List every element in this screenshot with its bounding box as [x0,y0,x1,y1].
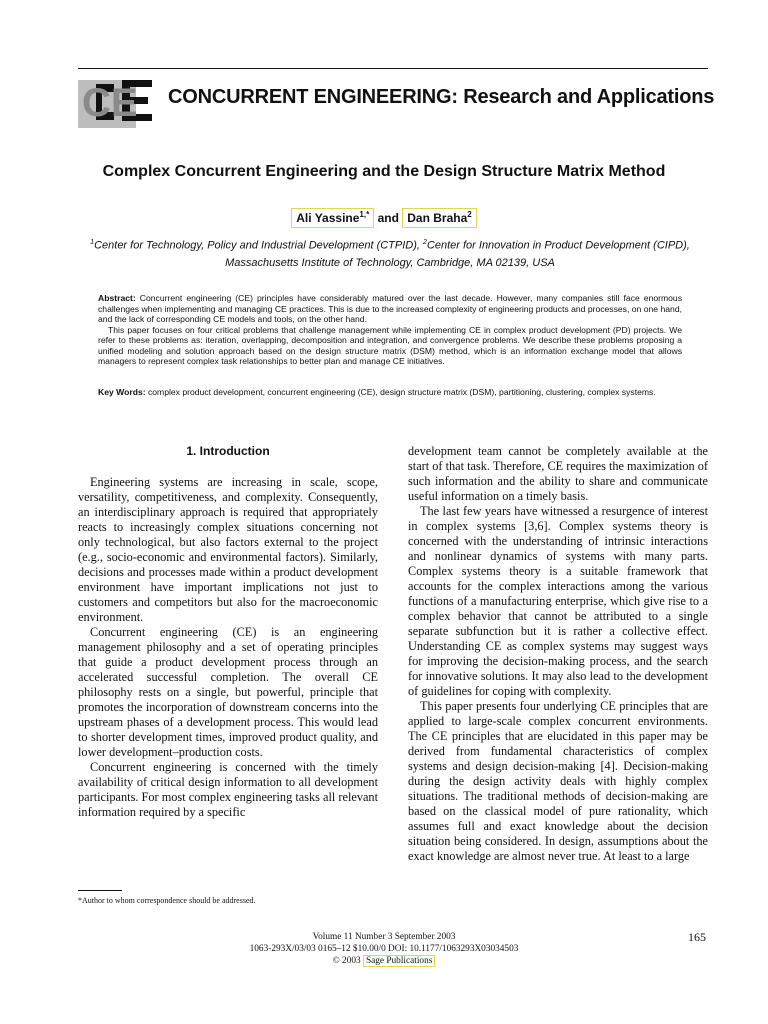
author-joiner: and [377,211,399,225]
abstract-paragraph-1 [98,293,682,325]
body-column-right [408,444,708,864]
footer-doi: 1063-293X/03/03 0165–12 $10.00/0 DOI: 10.1177/1063293X03034503 [249,944,519,954]
footnote-rule [78,890,122,891]
abstract-paragraph-2: This paper focuses on four critical problems that challenge management while implementing CE in complex product development (PD) projects. We refer to these problems as: iteration, overlapping, decomposition and integration, and convergence problems. We describe these problems proposing a unified modeling and solution approach based on the design structure matrix (DSM) method, which is an information exchange model that allows managers to represent complex task relationships to better plan and manage CE initiatives. [98,324,682,366]
publisher-link[interactable]: Sage Publications [363,955,435,967]
body-paragraph: The last few years have witnessed a resurgence of interest in complex systems [3,6]. Complex systems theory is concerned with the understanding of intrinsic interactions and nonlinear dynamics of systems with many parts. Complex systems theory is a suitable framework that accounts for the complex interactions among the various functions of a manufacturing enterprise, which give rise to a complex behavior that cannot be attributed to a single separate subfunction but it is rather a collective effect. Understanding CE as complex systems may suggest ways for improving the decision-making process, and the search for innovative solutions. It may also lead to the development of guidelines for coping with complexity. [408,504,708,698]
abstract-label: Abstract: [98,293,136,303]
abstract [98,293,682,367]
journal-logo [78,74,158,130]
author-name: Ali Yassine [296,211,360,225]
affiliation-line-2: Massachusetts Institute of Technology, Cambridge, MA 02139, USA [225,256,555,269]
affiliation-sup: 1 [90,239,95,246]
paper-title: Complex Concurrent Engineering and the Design Structure Matrix Method [102,163,666,180]
affiliation-ctpid: Center for Technology, Policy and Industrial Development (CTPID), [94,239,424,252]
author-superscript: 1,* [359,210,370,219]
affiliation-line-1 [60,234,720,255]
author-line [0,210,768,225]
affiliation-sup: 2 [423,239,427,246]
keywords-label: Key Words: [98,387,146,397]
copyright-text: © 2003 [332,956,363,966]
affiliation-cipd: Center for Innovation in Product Development (CIPD), [426,239,690,252]
header-top-rule [78,68,708,69]
body-paragraph: Concurrent engineering (CE) is an engineering management philosophy and a set of operating principles that guide a product development process through an accelerated successful completion. The overall CE philosophy rests on a single, but powerful, principle that promotes the incorporation of downstream concerns into the upstream phases of a development process. This would lead to shorter development times, improved product quality, and lower development–production costs. [78,625,378,759]
section-heading: 1. Introduction [186,444,270,458]
author-link-yassine[interactable] [291,208,374,228]
affiliations [60,234,720,272]
keywords [98,387,682,398]
author-superscript: 2 [467,210,472,219]
page-number: 165 [688,930,706,944]
journal-title: CONCURRENT ENGINEERING: Research and Applications [168,86,715,108]
body-paragraph: Engineering systems are increasing in scale, scope, versatility, competitiveness, and complexity. Consequently, an interdisciplinary approach is required that appropriately reacts to increasingly complex situations concerning not only technological, but also factors external to the project (e.g., socio-economic and environmental factors). Similarly, decisions and processes made within a product development environment have important implications not just to customers and competitors but also for the macroeconomic environment. [78,475,378,624]
footnote: *Author to whom correspondence should be addressed. [78,896,256,905]
body-paragraph: This paper presents four underlying CE principles that are applied to large-scale complex concurrent environments. The CE principles that are elucidated in this paper may be derived from fundamental characteristics of complex systems and design decision-making [4]. Decision-making during the design activity deals with highly complex situations. The traditional methods of decision-making are based on the classical model of pure rationality, which assumes full and exact knowledge about the decision situation being considered. In design, assumptions about the exact knowledge are almost never true. At least to a large [408,699,708,863]
logo-text: CE [82,81,138,125]
author-name: Dan Braha [407,211,468,225]
footer-copyright [0,956,768,967]
body-paragraph: development team cannot be completely available at the start of that task. Therefore, CE requires the maximization of such information and the ability to share and communicate useful information on a timely basis. [408,444,708,503]
author-link-braha[interactable] [402,208,476,228]
body-paragraph: Concurrent engineering is concerned with the timely availability of critical design information to all development participants. For most complex engineering tasks all relevant information required by a specific [78,760,378,819]
body-column-left [78,475,378,820]
footer-volume: Volume 11 Number 3 September 2003 [312,932,456,942]
abstract-text: Concurrent engineering (CE) principles have considerably matured over the last decade. However, many companies still face enormous challenges when implementing and managing CE practices. This is due to the increased complexity of engineering products and processes, on one hand, and the lack of corresponding CE models and tools, on the other hand. [98,293,683,324]
keywords-text: complex product development, concurrent engineering (CE), design structure matrix (DSM), partitioning, clustering, complex systems. [147,387,656,397]
